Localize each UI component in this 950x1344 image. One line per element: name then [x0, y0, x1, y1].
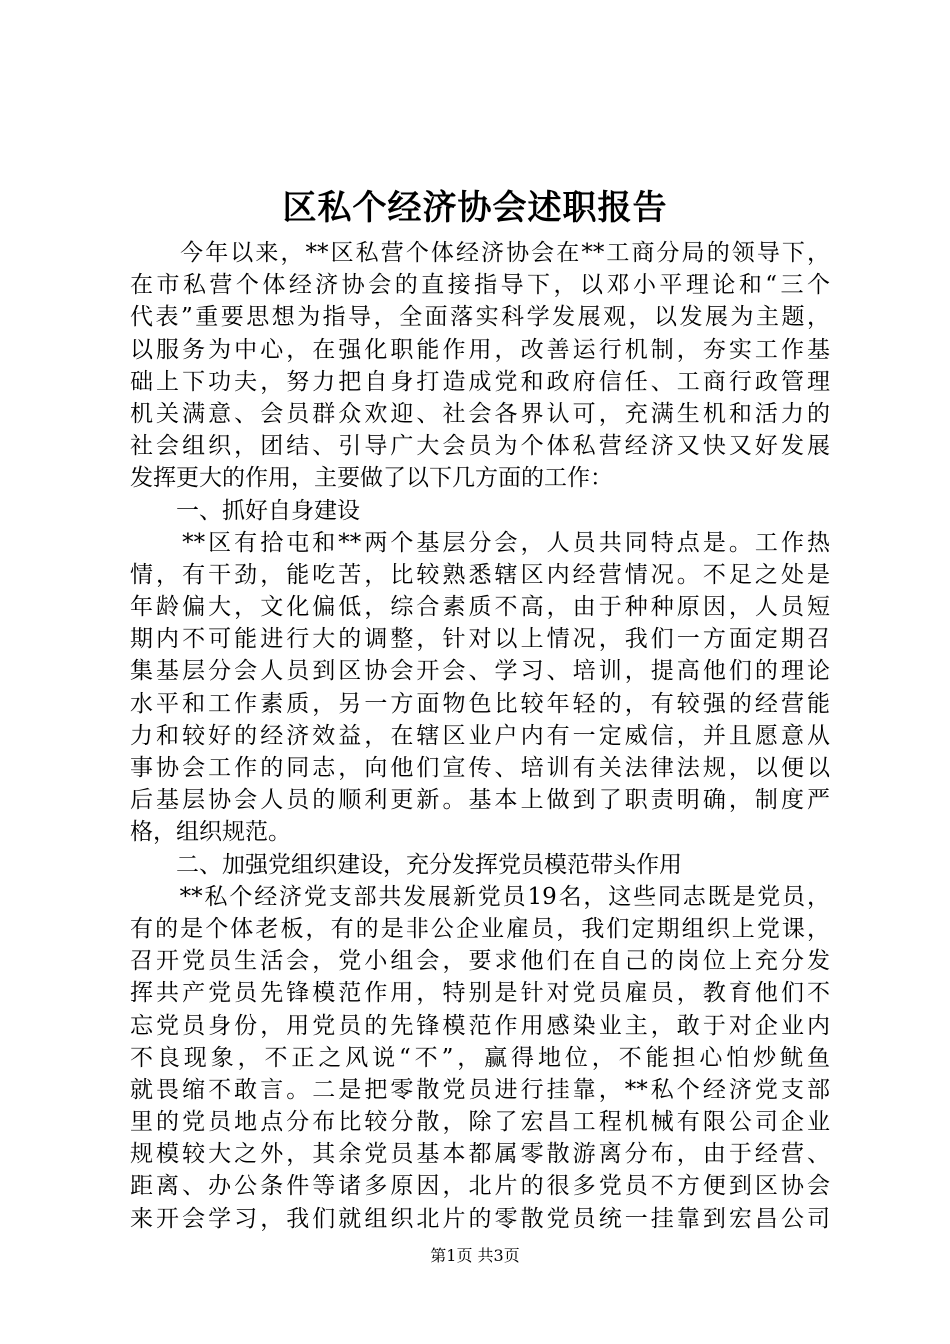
body-text-line: 力和较好的经济效益，在辖区业户内有一定威信，并且愿意从	[130, 722, 830, 749]
body-text-line: 忘党员身份，用党员的先锋模范作用感染业主，敢于对企业内	[130, 1012, 830, 1039]
document-title: 区私个经济协会述职报告	[282, 188, 668, 228]
body-text-line: **私个经济党支部共发展新党员19名，这些同志既是党员，	[130, 883, 830, 910]
body-text-line: 今年以来，**区私营个体经济协会在**工商分局的领导下，	[130, 240, 830, 266]
body-text-line: 距离、办公条件等诸多原因，北片的很多党员不方便到区协会	[130, 1173, 830, 1200]
body-text-line: 格，组织规范。	[130, 819, 291, 846]
body-text-line: 础上下功夫，努力把自身打造成党和政府信任、工商行政管理	[130, 368, 830, 395]
body-text-line: 情，有干劲，能吃苦，比较熟悉辖区内经营情况。不足之处是	[130, 561, 830, 588]
body-text-line: 年龄偏大，文化偏低，综合素质不高，由于种种原因，人员短	[130, 594, 830, 621]
body-text-line: 代表”重要思想为指导，全面落实科学发展观，以发展为主题，	[130, 304, 830, 331]
body-text-line: 在市私营个体经济协会的直接指导下，以邓小平理论和“三个	[130, 272, 830, 299]
body-text-line: 以服务为中心，在强化职能作用，改善运行机制，夯实工作基	[130, 336, 830, 363]
body-text-line: 挥共产党员先锋模范作用，特别是针对党员雇员，教育他们不	[130, 980, 830, 1007]
body-text-line: 后基层协会人员的顺利更新。基本上做到了职责明确，制度严	[130, 787, 830, 814]
body-text-line: 发挥更大的作用，主要做了以下几方面的工作：	[130, 465, 613, 492]
section-heading: 二、加强党组织建设，充分发挥党员模范带头作用	[130, 851, 682, 878]
body-text-line: 机关满意、会员群众欢迎、社会各界认可，充满生机和活力的	[130, 400, 830, 427]
body-text-line: 有的是个体老板，有的是非公企业雇员，我们定期组织上党课，	[130, 915, 830, 942]
body-text-line: 集基层分会人员到区协会开会、学习、培训，提高他们的理论	[130, 658, 830, 685]
page-footer: 第1页 共3页	[430, 1246, 520, 1265]
body-text-line: 期内不可能进行大的调整，针对以上情况，我们一方面定期召	[130, 626, 830, 653]
body-text-line: 召开党员生活会，党小组会，要求他们在自己的岗位上充分发	[130, 948, 830, 975]
body-text-line: 不良现象，不正之风说“不”，赢得地位，不能担心怕炒鱿鱼	[130, 1044, 830, 1071]
body-text-line: 里的党员地点分布比较分散，除了宏昌工程机械有限公司企业	[130, 1109, 830, 1136]
body-text-line: **区有拾屯和**两个基层分会，人员共同特点是。工作热	[130, 529, 830, 556]
body-text-line: 事协会工作的同志，向他们宣传、培训有关法律法规，以便以	[130, 755, 830, 781]
section-heading: 一、抓好自身建设	[130, 497, 360, 524]
document-body	[130, 237, 830, 1235]
body-text-line: 规模较大之外，其余党员基本都属零散游离分布，由于经营、	[130, 1141, 830, 1168]
body-text-line: 来开会学习，我们就组织北片的零散党员统一挂靠到宏昌公司	[130, 1205, 830, 1232]
body-text-line: 就畏缩不敢言。二是把零散党员进行挂靠，**私个经济党支部	[130, 1076, 830, 1103]
body-text-line: 社会组织，团结、引导广大会员为个体私营经济又快又好发展	[130, 433, 830, 460]
body-text-line: 水平和工作素质，另一方面物色比较年轻的，有较强的经营能	[130, 690, 830, 717]
